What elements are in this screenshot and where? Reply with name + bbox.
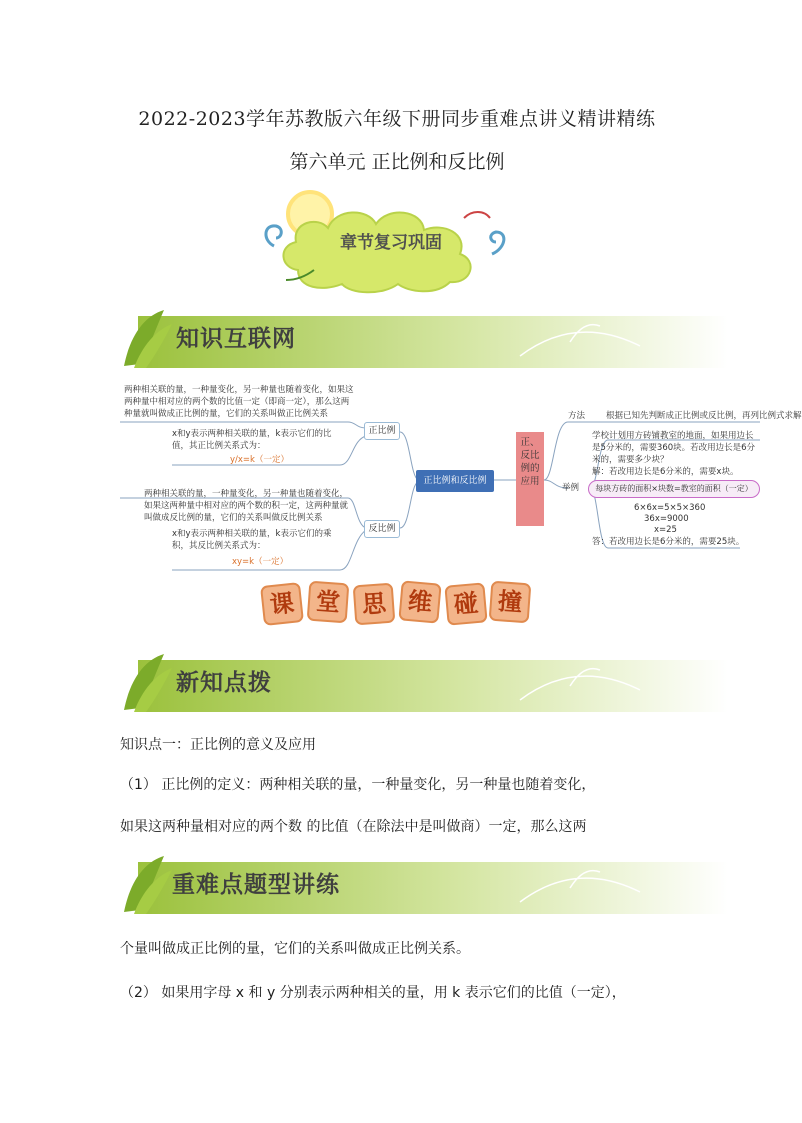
banner-new-knowledge-label: 新知点拨 xyxy=(176,670,272,696)
example-label: 举例 xyxy=(562,483,580,493)
fan-definition: 两种相关联的量，一种量变化，另一种量也随着变化，如果这两种量中相对应的两个数的积一定，这两种量就叫做成反比例的量，它们的关系叫做反比例关系 xyxy=(144,489,349,523)
paragraph-1-line-3: 个量叫做成正比例的量，它们的关系叫做成正比例关系。 xyxy=(120,941,470,957)
node-center: 正比例和反比例 xyxy=(416,470,494,492)
banner-knowledge-network-label: 知识互联网 xyxy=(176,326,296,352)
mindmap xyxy=(120,380,802,575)
calc-line-2: 36x=9000 xyxy=(644,514,689,524)
fan-formula-intro: x和y表示两种相关联的量，k表示它们的乘积，其反比例关系式为： xyxy=(172,529,332,551)
banner-knowledge-network xyxy=(120,306,730,374)
method-label: 方法 xyxy=(568,411,586,421)
banner-key-points-label: 重难点题型讲练 xyxy=(172,872,340,898)
tile-4: 维 xyxy=(398,580,441,623)
knowledge-point-title: 知识点一：正比例的意义及应用 xyxy=(120,737,316,753)
paragraph-1-line-2: 如果这两种量相对应的两个数 的比值（在除法中是叫做商）一定，那么这两 xyxy=(120,819,587,835)
example-relation: 每块方砖的面积×块数=教室的面积（一定） xyxy=(588,480,760,498)
example-answer: 答：若改用边长是6分米的，需要25块。 xyxy=(592,537,745,547)
node-zheng: 正比例 xyxy=(364,422,400,440)
paragraph-2-line-1: （2） 如果用字母 x 和 y 分别表示两种相关的量，用 k 表示它们的比值（一定）， xyxy=(120,985,626,1001)
zheng-definition: 两种相关联的量，一种量变化，另一种量也随着变化，如果这两种量中相对应的两个数的比值一定（即商一定），那么这两种量就叫做成正比例的量，它们的关系叫做正比例关系 xyxy=(124,385,354,419)
classroom-thinking-tiles xyxy=(262,582,532,626)
chapter-review-badge xyxy=(258,188,528,296)
tile-6: 撞 xyxy=(489,581,532,624)
node-fan: 反比例 xyxy=(364,520,400,538)
example-answer-intro: 解：若改用边长是6分米的，需要x块。 xyxy=(592,467,739,477)
zheng-formula: y/x=k（一定） xyxy=(230,455,289,465)
calc-line-3: x=25 xyxy=(654,525,677,535)
banner-key-points xyxy=(120,852,730,920)
node-application: 正、反比例的应用 xyxy=(516,432,544,526)
chapter-review-label: 章节复习巩固 xyxy=(340,233,442,253)
tile-3: 思 xyxy=(353,583,396,626)
fan-formula: xy=k（一定） xyxy=(232,557,289,567)
tile-5: 碰 xyxy=(444,582,487,625)
zheng-formula-intro: x和y表示两种相关联的量，k表示它们的比值，其正比例关系式为： xyxy=(172,429,332,451)
tile-2: 堂 xyxy=(307,581,350,624)
unit-subtitle: 第六单元 正比例和反比例 xyxy=(289,151,505,173)
tile-1: 课 xyxy=(260,582,304,626)
method-text: 根据已知先判断成正比例或反比例，再列比例式求解 xyxy=(606,411,802,421)
calc-line-1: 6×6x=5×5×360 xyxy=(634,503,706,513)
banner-new-knowledge xyxy=(120,650,730,718)
example-problem: 学校计划用方砖铺教室的地面，如果用边长是5分米的，需要360块。若改用边长是6分米的，需要多少块？ xyxy=(592,431,756,465)
document-title: 2022-2023学年苏教版六年级下册同步重难点讲义精讲精练 xyxy=(138,108,656,130)
paragraph-1-line-1: （1） 正比例的定义：两种相关联的量，一种量变化，另一种量也随着变化， xyxy=(120,777,596,793)
